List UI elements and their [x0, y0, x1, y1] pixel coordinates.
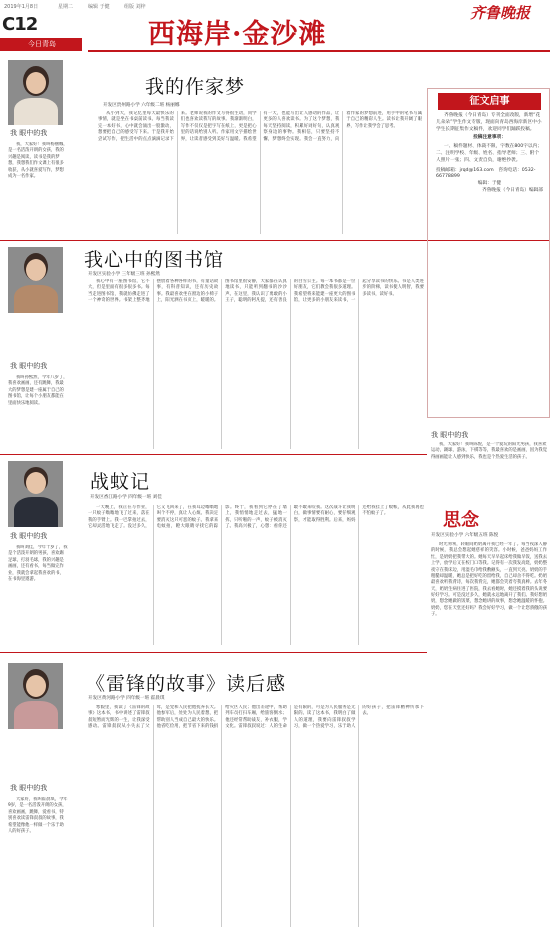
article-body: 寒假里，我读了《雷锋的故事》这本书，书中讲述了雷锋叔叔短暂而光辉的一生，让我深受感动。雷锋叔叔从小失去了父母，是党和人民把他抚养长大。他参军后，处处为人民着想，把帮助别人当成自己最大的快乐。他省吃俭用，把节省下来的钱捐给灾区人民；他出差途中，帮助列车员打扫车厢，给旅客倒水；他还经常帮助战友，补衣服，学文化。雷锋叔叔说过：人的生命是有限的，可是为人民服务是无限的。读了这本书，我明白了做人的道理，我要向雷锋叔叔学习，做一个热爱学习，乐于助人的好孩子，把雷锋精神传承下去。: [88, 705, 424, 730]
article-title: 我的作家梦: [145, 76, 246, 98]
newspaper-logo: 齐鲁晚报: [470, 4, 531, 22]
header-divider: [88, 50, 550, 52]
article-title: 我心中的图书馆: [84, 249, 225, 271]
article-title: 思念: [443, 510, 479, 531]
author-intro: 我叫孙熙然，今年八岁了，我喜欢画画，还有跳舞，我最大的梦想是建一座属于自己的图书馆，让每个小朋友都能在里面快乐地阅读。: [8, 375, 68, 406]
author-intro: 我叫刘佳，今年十岁了，我是个活泼开朗的男孩，喜欢踢足球，打羽毛球，我的兴趣是画画，还有看书，每当做完作业，我就会拿起我喜欢的书，在书海里遨游。: [8, 545, 68, 583]
author-intro: 我，大家好！我叫陈悦，是一个爱玩的阳光男孩，我喜欢运动，踢球，游泳，下棋等等，我最喜欢的是画画，因为我觉得画画能让人感到快乐，我也是个热爱生活的孩子。: [431, 442, 547, 460]
notice-intro: 齐鲁晚报（今日青岛）专刊全面改版，新增“花儿朵朵”学生作文专版，现面向青岛西海岸新区中小学生长期征集作文稿件，欢迎同学们踊跃投稿。: [436, 113, 542, 132]
article-my-writer-dream: [0, 54, 427, 238]
article-title: 战蚊记: [90, 471, 151, 493]
article-byline: 开发区实验小学 三年级三班 孙熙然: [88, 272, 160, 277]
article-leifeng-review: [0, 652, 427, 932]
article-mosquito-battle: [0, 454, 427, 650]
notice-sign: 齐鲁晚报（今日青岛）编辑部: [482, 187, 543, 193]
issue-date: 2019年1月8日: [4, 4, 39, 10]
article-body: 一天晚上，我正在写作业，一只蚊子嗡嗡地飞了过来，落在我的手臂上。我一巴掌拍过去，它却灵活地飞走了。没过多久，它又飞回来了，在我耳边嗡嗡地叫个不停，真让人心烦。我决定要消灭这只可恶的蚊子。我拿来电蚊拍，瞪大眼睛寻找它的踪影。终于，我看到它停在了墙上，我悄悄地走过去，猛地一挥，只听啪的一声，蚊子被消灭了。我高兴极了，心想：看你还敢不敢来咬我。这次战斗让我明白，做事情要有耐心，要仔细观察，才能取得胜利。后来，妈妈还给我挂上了蚊帐，从此我再也不怕蚊子了。: [88, 505, 424, 530]
author-photo: [8, 60, 63, 125]
article-byline: 开发区实验小学 六年级五班 陈悦: [431, 533, 499, 538]
eyes-label: 我 眼中的我: [10, 784, 48, 792]
notice-requirements: 一、稿件题材、体裁不限，字数在800字以内；二、注明学校、年级、姓名、指导老师；三、附个人照片一张；四、文责自负，谢绝抄袭。: [436, 144, 543, 163]
author-intro: 我，大家好！我叫杨丽娜，是一名活泼开朗的女孩，我的兴趣是阅读，读书是我的梦想，我想我们作文课上有很多收获，从小就喜爱写作，梦想成为一名作家。: [8, 142, 68, 180]
article-body: 从小到大，我记忆里每天最快乐的事情，就是坐在书桌前读书。每当我读完一本好书，心中就会涌出一股激动，想要把自己的感受写下来。于是我开始尝试写作，把生活中的点点滴滴记录下来。老师说我的作文写得很生动，同学们也喜欢读我写的故事。我渐渐明白，写作不仅仅是把字写在纸上，更是把心里的话说给别人听。作家用文字描绘世界，让读者感受到美好与温暖。我希望有一天，也能写出让人感动的作品，让更多的人喜欢读书。为了这个梦想，我每天坚持阅读，积累好词好句，认真观察身边的事物。我相信，只要坚持不懈，梦想终会实现。我会一直努力，向着作家的梦想前进，用手中的笔书写属于自己的精彩人生。读书让我开阔了眼界，写作让我学会了思考。: [98, 111, 422, 142]
author-intro: 大家好，我叫霍晨琪，今年9岁，是一名活泼开朗的女孩，喜欢画画，跳舞，爱看书，特别喜欢读雷锋叔叔的故事，我希望能像他一样做一个乐于助人的好孩子。: [8, 797, 68, 835]
page-code: C12: [2, 14, 38, 35]
article-body: 我心中有一座图书馆，它不大，但是里面有很多很多书。每当走进图书馆，我就仿佛走进了一个神奇的世界。书架上整齐地摆放着各种各样的书，有童话故事，有科普知识，还有历史故事。我最喜欢坐在窗边的小椅子上，阳光洒在书页上，暖暖的。图书馆里很安静，大家都在认真地读书，只能听到翻书的沙沙声。在这里，我认识了勇敢的小王子，聪明的阿凡提，还有善良的白雪公主。每一本书都是一位好朋友，它们教会我很多道理。我希望将来能建一座更大的图书馆，让更多的小朋友来读书，一起分享读书的快乐。书是人类进步的阶梯，读书使人明智，我要多读书，读好书。: [88, 279, 424, 304]
article-title: 《雷锋的故事》读后感: [86, 673, 287, 695]
article-byline: 开发区贵州路小学 六年级二班 杨丽娜: [103, 103, 180, 108]
top-info-bar: [0, 0, 550, 10]
eyes-label: 我 眼中的我: [10, 532, 48, 540]
page-editor: 编辑 于健: [88, 4, 110, 10]
section-tag: 今日青岛: [0, 38, 82, 51]
article-byline: 开发区黄河路小学 四年级一班 霍晨琪: [88, 696, 165, 701]
issue-weekday: 星期二: [58, 4, 74, 10]
notice-req-header: 投稿注意事项：: [473, 135, 506, 141]
eyes-label: 我 眼中的我: [10, 129, 48, 137]
eyes-label: 我 眼中的我: [10, 362, 48, 370]
author-photo: [8, 247, 63, 313]
notice-title: 征文启事: [438, 93, 541, 110]
article-missing: [427, 492, 550, 932]
eyes-label: 我 眼中的我: [431, 431, 469, 439]
author-photo: [8, 461, 63, 527]
page-title: 西海岸·金沙滩: [148, 19, 327, 50]
page-design: 组版 刘梓: [124, 4, 146, 10]
call-for-submissions: [427, 88, 550, 418]
author-photo: [8, 663, 63, 729]
article5-author-box: [427, 420, 550, 492]
article-byline: 开发区香江路小学 四年级一班 刘佳: [90, 495, 162, 500]
article-body: 时光匆匆，转眼间奶奶离开我已经一年了。每当夜深人静的时候，我总会想起她慈祥的笑容。小时候，爸爸妈妈工作忙，是奶奶把我带大的。她每天早早起床给我做早饭，送我去上学，放学后又在校门口等我。记得有一次我发高烧，奶奶整夜守在我床边，用湿毛巾给我敷额头，一直到天亮。奶奶的手粗糙却温暖，她总是把好吃的留给我，自己却舍不得吃。奶奶最喜欢听我背诗，每次我背完，她都会笑着夸我真棒。去年冬天，奶奶生病住进了医院，我去看她时，她还摸着我的头说要好好学习。可是没过多久，她就永远地离开了我们。我好想奶奶，想念她做的饭菜，想念她讲的故事，想念她温暖的怀抱。奶奶，您在天堂还好吗？我会好好学习，做一个让您骄傲的孩子。: [431, 542, 547, 618]
notice-editor: 编辑：于健: [477, 181, 502, 187]
notice-text: [436, 113, 543, 195]
notice-contact: 投稿邮箱：jrqd@163.com 咨询电话：0532-66778899: [436, 167, 536, 180]
